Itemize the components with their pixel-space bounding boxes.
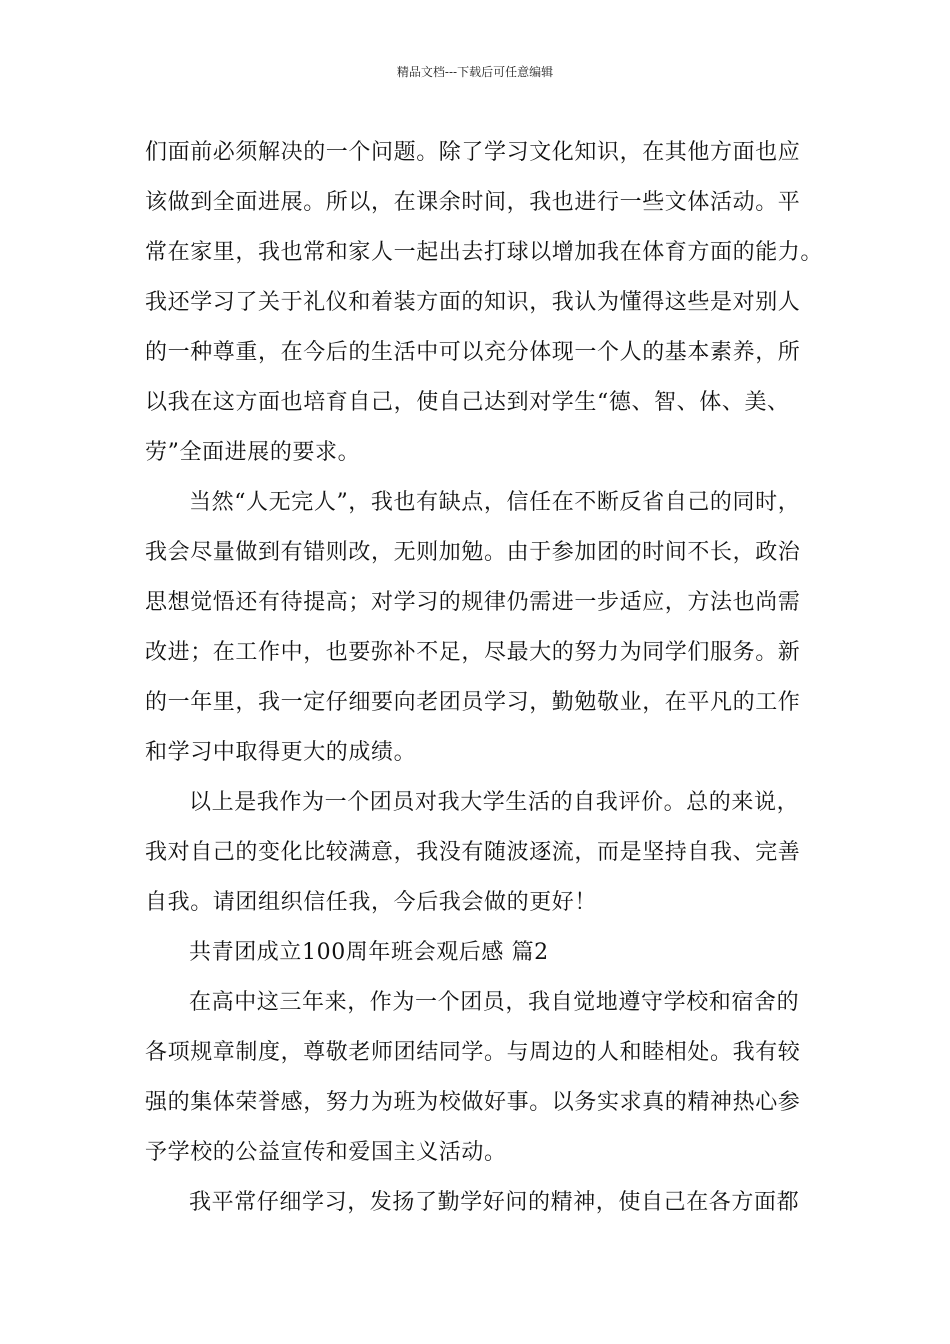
paragraph-start-line: 我平常仔细学习，发扬了勤学好问的精神，使自己在各方面都 [189, 1190, 800, 1215]
text-line: 常在家里，我也常和家人一起出去打球以增加我在体育方面的能力。 [145, 240, 824, 265]
text-line: 以我在这方面也培育自己，使自己达到对学生“德、智、体、美、 [145, 390, 790, 415]
text-line: 劳”全面进展的要求。 [145, 440, 361, 465]
text-line: 和学习中取得更大的成绩。 [145, 740, 417, 765]
text-line: 予学校的公益宣传和爱国主义活动。 [145, 1140, 507, 1165]
text-line: 我还学习了关于礼仪和着装方面的知识，我认为懂得这些是对别人 [145, 290, 801, 315]
paragraph-start-line: 当然“人无完人”，我也有缺点，信任在不断反省自己的同时， [189, 490, 801, 515]
section-heading: 共青团成立100周年班会观后感 篇2 [189, 940, 549, 965]
text-line: 我会尽量做到有错则改，无则加勉。由于参加团的时间不长，政治 [145, 540, 801, 565]
text-line: 的一年里，我一定仔细要向老团员学习，勤勉敬业，在平凡的工作 [145, 690, 801, 715]
text-line: 强的集体荣誉感，努力为班为校做好事。以务实求真的精神热心参 [145, 1090, 801, 1115]
text-line: 我对自己的变化比较满意，我没有随波逐流，而是坚持自我、完善 [145, 840, 801, 865]
document-body [145, 128, 825, 1228]
paragraph-start-line: 以上是我作为一个团员对我大学生活的自我评价。总的来说， [189, 790, 800, 815]
text-line: 改进；在工作中，也要弥补不足，尽最大的努力为同学们服务。新 [145, 640, 801, 665]
text-line: 思想觉悟还有待提高；对学习的规律仍需进一步适应，方法也尚需 [145, 590, 801, 615]
text-line: 的一种尊重，在今后的生活中可以充分体现一个人的基本素养，所 [145, 340, 801, 365]
text-line: 自我。请团组织信任我，今后我会做的更好！ [145, 890, 598, 915]
text-line: 各项规章制度，尊敬老师团结同学。与周边的人和睦相处。我有较 [145, 1040, 801, 1065]
paragraph-start-line: 在高中这三年来，作为一个团员，我自觉地遵守学校和宿舍的 [189, 990, 800, 1015]
text-line: 们面前必须解决的一个问题。除了学习文化知识，在其他方面也应 [145, 140, 801, 165]
text-line: 该做到全面进展。所以，在课余时间，我也进行一些文体活动。平 [145, 190, 801, 215]
page-header: 精品文档---下载后可任意编辑 [396, 65, 554, 79]
